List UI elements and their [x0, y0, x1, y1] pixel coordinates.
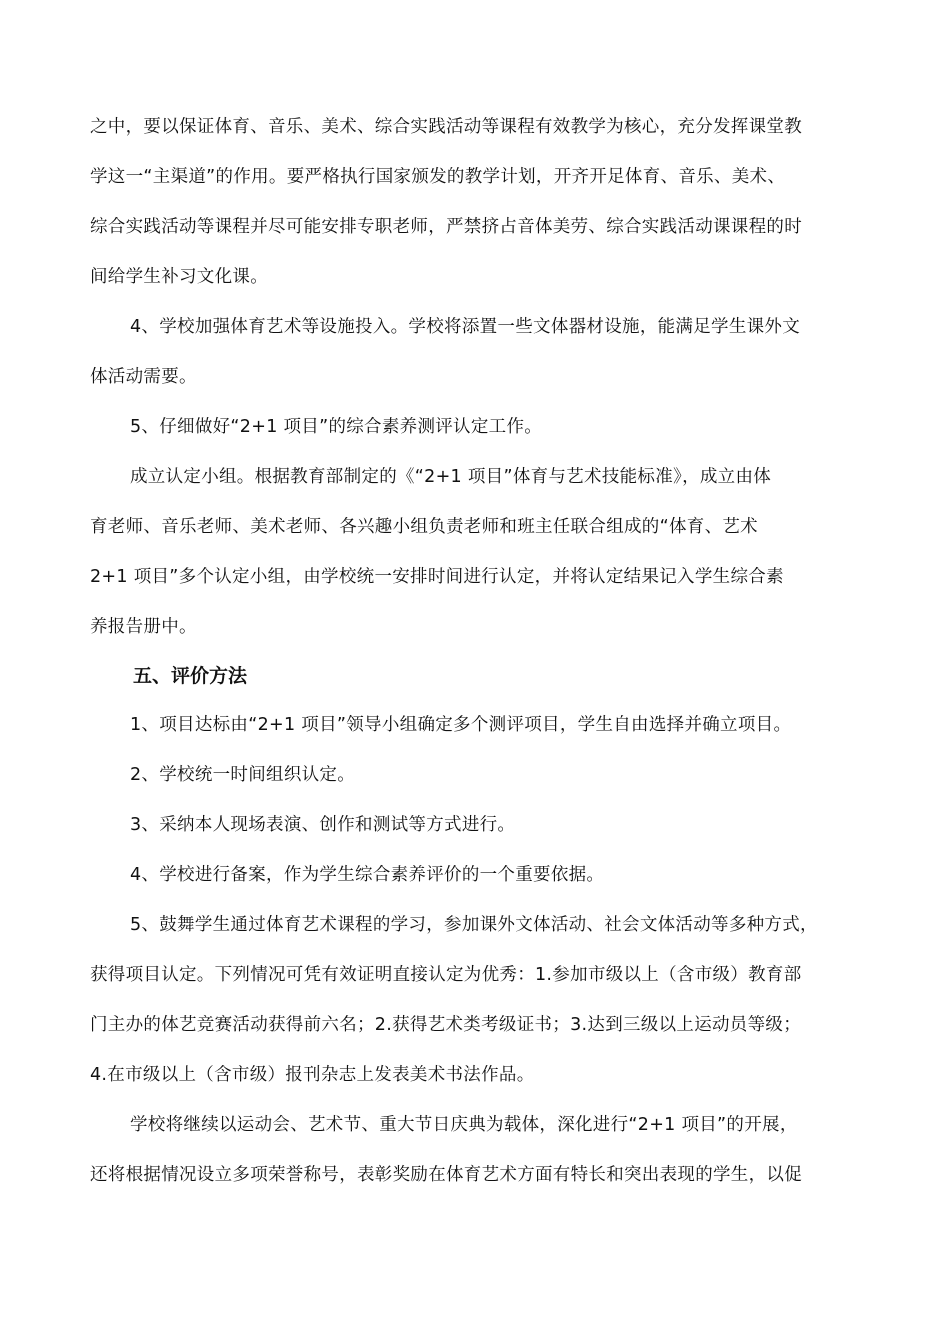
paragraph-line: 还将根据情况设立多项荣誉称号，表彰奖励在体育艺术方面有特长和突出表现的学生，以促 [90, 1165, 802, 1185]
paragraph-line: 门主办的体艺竞赛活动获得前六名；2.获得艺术类考级证书；3.达到三级以上运动员等级； [90, 1015, 801, 1035]
section-heading: 五、评价方法 [133, 665, 248, 687]
paragraph-line: 学这一“主渠道”的作用。要严格执行国家颁发的教学计划，开齐开足体育、音乐、美术、 [90, 167, 786, 187]
paragraph-line: 间给学生补习文化课。 [90, 267, 268, 287]
paragraph-line: 综合实践活动等课程并尽可能安排专职老师，严禁挤占音体美劳、综合实践活动课课程的时 [90, 217, 802, 237]
paragraph-line: 2、学校统一时间组织认定。 [130, 765, 356, 785]
paragraph-line: 体活动需要。 [90, 367, 197, 387]
paragraph-line: 学校将继续以运动会、艺术节、重大节日庆典为载体，深化进行“2+1 项目”的开展， [130, 1115, 798, 1135]
paragraph-line: 养报告册中。 [90, 617, 197, 637]
paragraph-line: 获得项目认定。下列情况可凭有效证明直接认定为优秀：1.参加市级以上（含市级）教育部 [90, 965, 802, 985]
paragraph-line: 1、项目达标由“2+1 项目”领导小组确定多个测评项目，学生自由选择并确立项目。 [130, 715, 792, 735]
paragraph-line: 2+1 项目”多个认定小组，由学校统一安排时间进行认定，并将认定结果记入学生综合素 [90, 567, 784, 587]
paragraph-line: 成立认定小组。根据教育部制定的《“2+1 项目”体育与艺术技能标准》，成立由体 [130, 467, 772, 487]
paragraph-line: 5、仔细做好“2+1 项目”的综合素养测评认定工作。 [130, 417, 543, 437]
paragraph-line: 4、学校进行备案，作为学生综合素养评价的一个重要依据。 [130, 865, 605, 885]
paragraph-line: 4、学校加强体育艺术等设施投入。学校将添置一些文体器材设施，能满足学生课外文 [130, 317, 801, 337]
paragraph-line: 3、采纳本人现场表演、创作和测试等方式进行。 [130, 815, 516, 835]
paragraph-line: 4.在市级以上（含市级）报刊杂志上发表美术书法作品。 [90, 1065, 535, 1085]
paragraph-line: 育老师、音乐老师、美术老师、各兴趣小组负责老师和班主任联合组成的“体育、艺术 [90, 517, 758, 537]
paragraph-line: 5、鼓舞学生通过体育艺术课程的学习，参加课外文体活动、社会文体活动等多种方式， [130, 915, 818, 935]
paragraph-line: 之中，要以保证体育、音乐、美术、综合实践活动等课程有效教学为核心，充分发挥课堂教 [90, 117, 802, 137]
